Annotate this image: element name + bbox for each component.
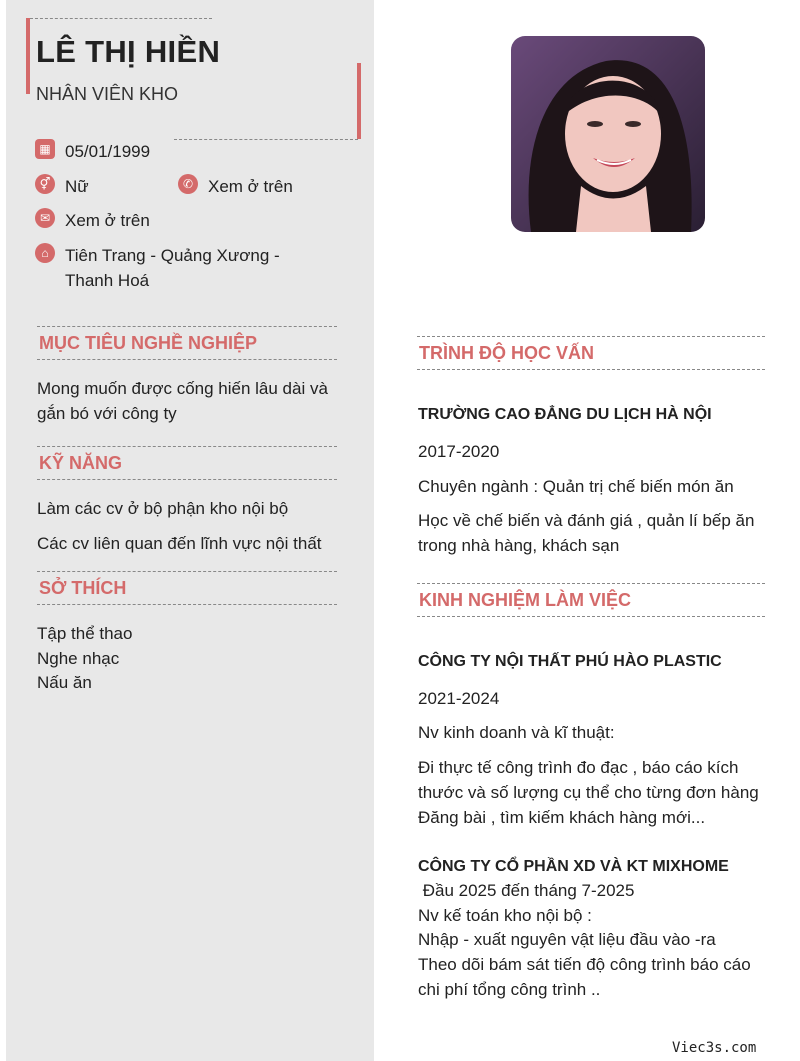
hobbies-heading	[37, 571, 337, 605]
skill-item: Các cv liên quan đến lĩnh vực nội thất	[37, 534, 322, 553]
company-name: CÔNG TY NỘI THẤT PHÚ HÀO PLASTIC	[418, 653, 722, 670]
phone: Xem ở trên	[208, 177, 293, 196]
watermark: Viec3s.com	[672, 1040, 757, 1056]
job-role: Nv kế toán kho nội bộ :	[418, 906, 592, 925]
text-line: Đăng bài , tìm kiếm khách hàng mới...	[418, 808, 706, 827]
education-major: Chuyên ngành : Quản trị chế biến món ăn	[418, 477, 734, 496]
home-icon: ⌂	[35, 243, 55, 263]
mail-icon: ✉	[35, 208, 55, 228]
calendar-icon: ▦	[35, 139, 55, 159]
text-line: trong nhà hàng, khách sạn	[418, 536, 620, 555]
hobbies-list	[37, 622, 132, 696]
education-desc	[418, 508, 778, 558]
company-name: CÔNG TY CỔ PHẦN XD VÀ KT MIXHOME	[418, 858, 729, 875]
email: Xem ở trên	[65, 211, 150, 230]
text-line: Nhập - xuất nguyên vật liệu đầu vào -ra	[418, 930, 716, 949]
job-title: NHÂN VIÊN KHO	[36, 84, 179, 104]
accent-bar	[26, 18, 30, 94]
section-title: SỞ THÍCH	[39, 578, 127, 598]
text-line: Theo dõi bám sát tiến độ công trình báo cáo	[418, 955, 751, 974]
phone-icon: ✆	[178, 174, 198, 194]
hobby-item: Nghe nhạc	[37, 648, 120, 668]
job-description	[418, 755, 788, 830]
job-years: 2021-2024	[418, 689, 500, 708]
address-line: Tiên Trang - Quảng Xương -	[65, 246, 280, 265]
skill-item: Làm các cv ở bộ phận kho nội bộ	[37, 499, 289, 518]
job-years: Đầu 2025 đến tháng 7-2025	[418, 881, 635, 900]
education-heading	[417, 336, 765, 370]
profile-photo	[511, 36, 705, 232]
job-role: Nv kinh doanh và kĩ thuật:	[418, 723, 615, 742]
education-years: 2017-2020	[418, 442, 500, 461]
address-line: Thanh Hoá	[65, 271, 150, 290]
hobby-item: Tập thể thao	[37, 624, 133, 643]
experience-heading	[417, 583, 765, 617]
section-title: MỤC TIÊU NGHỀ NGHIỆP	[39, 333, 258, 353]
section-title: TRÌNH ĐỘ HỌC VẤN	[419, 343, 594, 363]
objective-heading	[37, 326, 337, 360]
section-title: KINH NGHIỆM LÀM VIỆC	[419, 590, 632, 610]
candidate-name: LÊ THỊ HIỀN	[36, 34, 221, 69]
divider	[30, 18, 212, 19]
text-line: gắn bó với công ty	[37, 404, 177, 423]
text-line: Học về chế biến và đánh giá , quản lí bếp ăn	[418, 511, 755, 530]
text-line: chi phí tổng công trình ..	[418, 980, 601, 999]
text-line: thước và số lượng cụ thể cho từng đơn hàng	[418, 783, 759, 802]
address	[65, 243, 280, 293]
text-line: Đi thực tế công trình đo đạc , báo cáo kích	[418, 758, 739, 777]
school-name: TRƯỜNG CAO ĐẲNG DU LỊCH HÀ NỘI	[418, 406, 712, 423]
section-title: KỸ NĂNG	[39, 453, 123, 473]
gender-icon: ⚥	[35, 174, 55, 194]
text-line: Mong muốn được cống hiến lâu dài và	[37, 379, 328, 398]
skills-heading	[37, 446, 337, 480]
gender: Nữ	[65, 177, 89, 196]
hobby-item: Nấu ăn	[37, 673, 92, 692]
birthday: 05/01/1999	[65, 142, 151, 161]
objective-text	[37, 376, 337, 426]
job-description	[418, 927, 788, 1002]
accent-bar	[357, 63, 361, 139]
divider	[174, 139, 358, 140]
